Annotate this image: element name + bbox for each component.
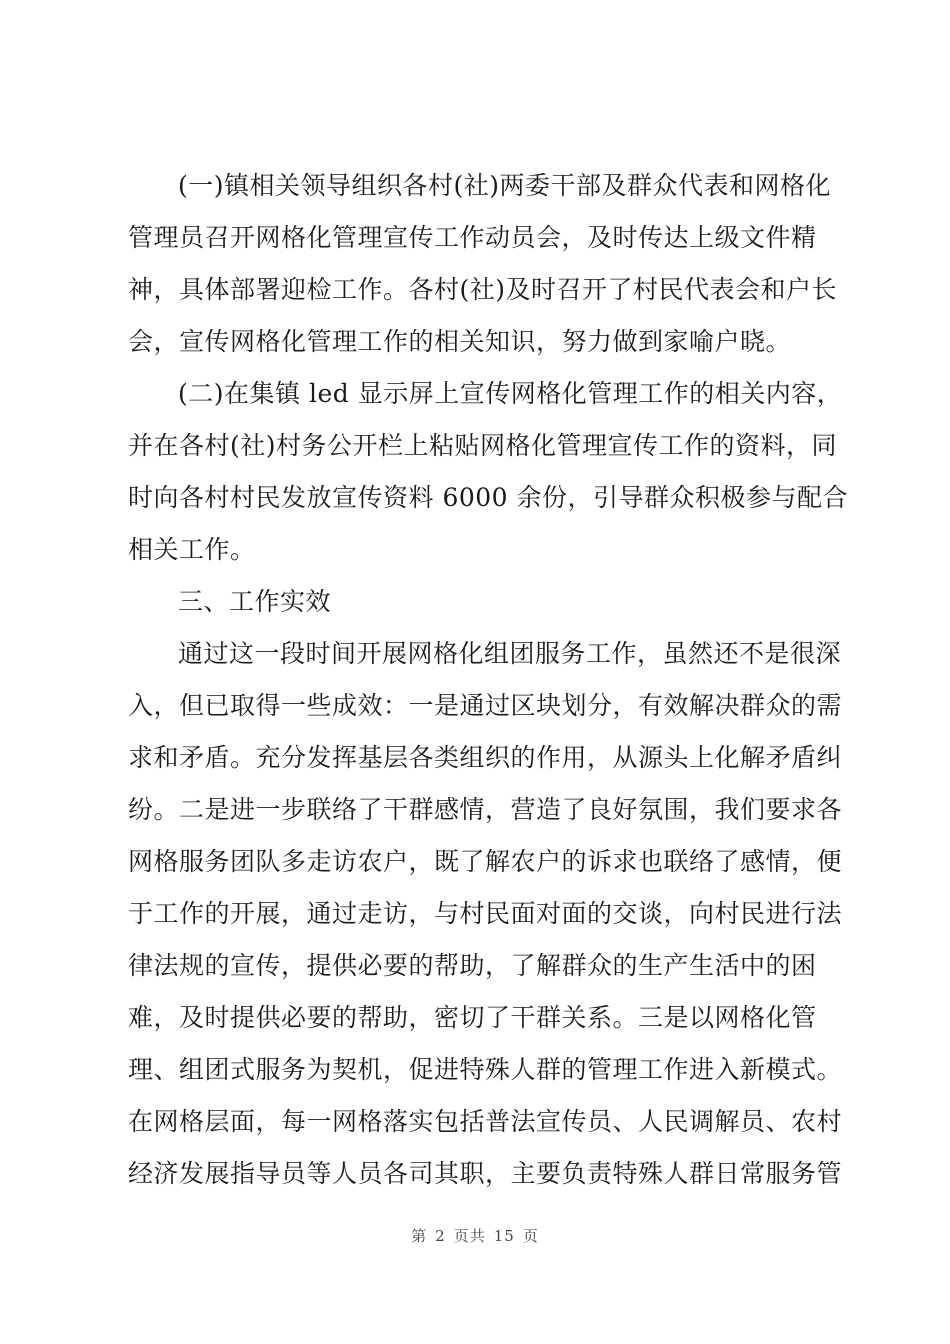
text-line: 网格服务团队多走访农户，既了解农户的诉求也联络了感情，便 xyxy=(128,847,843,876)
text-line: 神，具体部署迎检工作。各村(社)及时召开了村民代表会和户长 xyxy=(128,275,838,304)
document-body xyxy=(128,160,849,1200)
footer-suffix: 页 xyxy=(522,1227,539,1245)
footer-total-pages: 15 xyxy=(493,1227,515,1245)
text-line: (二)在集镇 led 显示屏上宣传网格化管理工作的相关内容， xyxy=(178,379,843,408)
text-line: 并在各村(社)村务公开栏上粘贴网格化管理宣传工作的资料，同 xyxy=(128,431,838,460)
footer-prefix: 第 xyxy=(411,1227,428,1245)
text-line: 三、工作实效 xyxy=(178,587,332,616)
text-line: 纷。二是进一步联络了干群感情，营造了良好氛围，我们要求各 xyxy=(128,795,843,824)
text-line: 时向各村村民发放宣传资料 6000 余份，引导群众积极参与配合 xyxy=(128,483,849,512)
footer-middle: 页共 xyxy=(453,1227,486,1245)
text-line: (一)镇相关领导组织各村(社)两委干部及群众代表和网格化 xyxy=(178,171,832,200)
text-line: 在网格层面，每一网格落实包括普法宣传员、人民调解员、农村 xyxy=(128,1107,843,1136)
text-line: 相关工作。 xyxy=(128,535,256,564)
text-line: 难，及时提供必要的帮助，密切了干群关系。三是以网格化管 xyxy=(128,1003,817,1032)
text-line: 管理员召开网格化管理宣传工作动员会，及时传达上级文件精 xyxy=(128,223,817,252)
text-line: 求和矛盾。充分发挥基层各类组织的作用，从源头上化解矛盾纠 xyxy=(128,743,843,772)
text-line: 于工作的开展，通过走访，与村民面对面的交谈，向村民进行法 xyxy=(128,899,843,928)
text-line: 理、组团式服务为契机，促进特殊人群的管理工作进入新模式。 xyxy=(128,1055,843,1084)
text-line: 律法规的宣传，提供必要的帮助，了解群众的生产生活中的困 xyxy=(128,951,817,980)
page-footer xyxy=(0,1226,950,1246)
text-line: 入，但已取得一些成效：一是通过区块划分，有效解决群众的需 xyxy=(128,691,843,720)
text-line: 通过这一段时间开展网格化组团服务工作，虽然还不是很深 xyxy=(178,639,842,668)
footer-current-page: 2 xyxy=(435,1227,446,1245)
text-line: 经济发展指导员等人员各司其职，主要负责特殊人群日常服务管 xyxy=(128,1159,843,1188)
text-line: 会，宣传网格化管理工作的相关知识，努力做到家喻户晓。 xyxy=(128,327,792,356)
